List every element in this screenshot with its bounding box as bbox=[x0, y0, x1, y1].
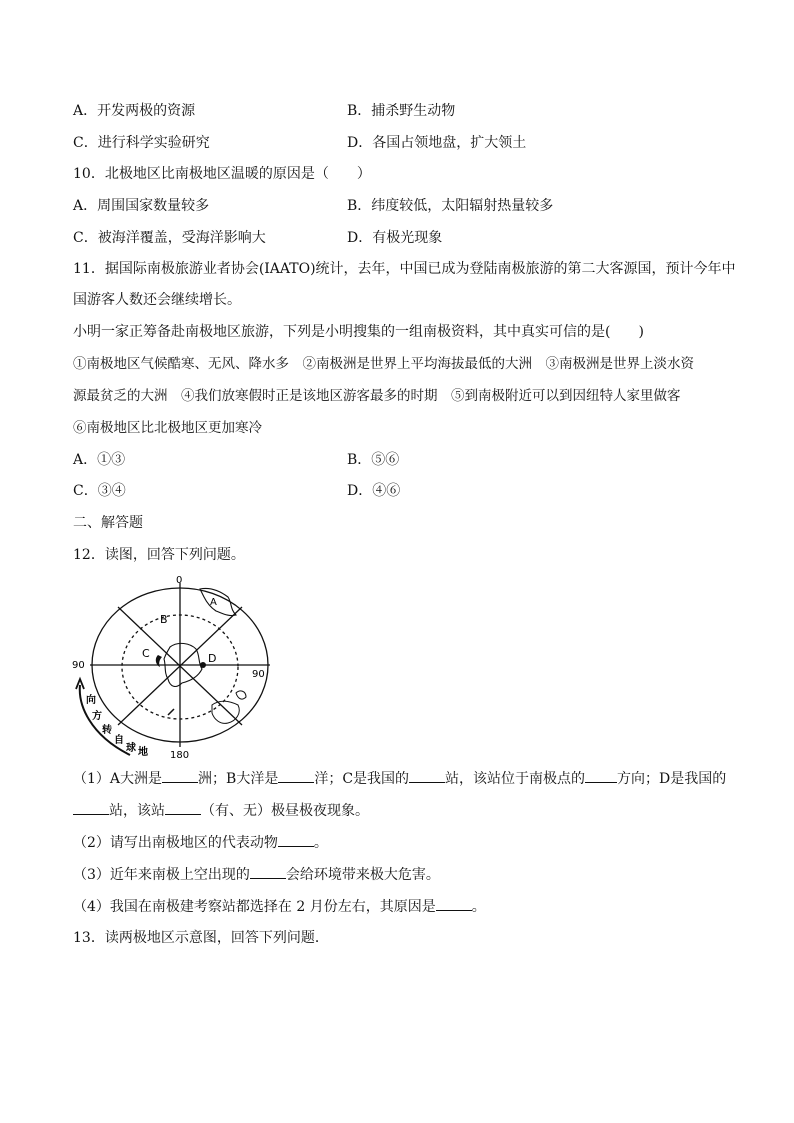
q10-option-a: A．周围国家数量较多 bbox=[73, 198, 210, 214]
q12-sub1-part-5: 方向；D是我国的 bbox=[617, 771, 727, 787]
q11-stem-line3: 小明一家正筹备赴南极地区旅游，下列是小明搜集的一组南极资料，其中真实可信的是( ) bbox=[73, 324, 644, 340]
answer-blank-direction[interactable] bbox=[585, 768, 617, 783]
rotation-char-5: 球 bbox=[126, 743, 136, 754]
answer-blank-continent[interactable] bbox=[162, 768, 198, 783]
q12-sub4 bbox=[73, 896, 486, 917]
q10-stem: 10．北极地区比南极地区温暖的原因是（ ） bbox=[73, 166, 371, 182]
label-b: B bbox=[160, 613, 168, 626]
q12-sub1-line2-part-2: （有、无）极昼极夜现象。 bbox=[201, 803, 369, 819]
label-a: A bbox=[210, 597, 217, 608]
q11-info-line3: ⑥南极地区比北极地区更加寒冷 bbox=[73, 420, 262, 436]
q12-sub2-part-1: （2）请写出南极地区的代表动物 bbox=[73, 835, 278, 851]
answer-blank-station-d[interactable] bbox=[73, 800, 109, 815]
q11-stem-line2: 国游客人数还会继续增长。 bbox=[73, 292, 241, 308]
rotation-char-4: 自 bbox=[114, 735, 124, 746]
q12-sub1-part-4: 站，该站位于南极点的 bbox=[445, 771, 586, 787]
rotation-char-1: 向 bbox=[86, 695, 96, 706]
rotation-char-6: 地 bbox=[138, 747, 148, 758]
south-pole-map-figure bbox=[70, 575, 270, 765]
q12-sub1-part-1: （1）A大洲是 bbox=[73, 771, 163, 787]
q10-option-d: D．有极光现象 bbox=[347, 230, 443, 246]
q12-sub1-part-2: 洲；B大洋是 bbox=[198, 771, 279, 787]
q12-sub1-line2-part-1: 站，该站 bbox=[109, 803, 165, 819]
q11-option-d: D．④⑥ bbox=[347, 483, 401, 499]
q10-option-c: C．被海洋覆盖，受海洋影响大 bbox=[73, 230, 266, 246]
station-d-marker bbox=[200, 662, 206, 668]
q13-stem: 13．读两极地区示意图，回答下列问题． bbox=[73, 930, 329, 946]
island-outline bbox=[236, 691, 246, 699]
small-land-mark bbox=[168, 709, 174, 715]
label-90-left: 90 bbox=[72, 660, 85, 671]
q12-sub3 bbox=[73, 864, 440, 885]
continent-a-outline bbox=[200, 588, 236, 615]
answer-blank-hazard[interactable] bbox=[250, 864, 286, 879]
q12-sub2 bbox=[73, 832, 328, 853]
answer-blank-animal[interactable] bbox=[278, 832, 314, 847]
q11-stem-line1: 11．据国际南极旅游业者协会(IAATO)统计，去年，中国已成为登陆南极旅游的第二大客源国，预计今年中 bbox=[73, 261, 736, 277]
q9-option-c: C．进行科学实验研究 bbox=[73, 135, 210, 151]
q12-sub3-part-2: 会给环境带来极大危害。 bbox=[285, 867, 440, 883]
label-90-right: 90 bbox=[252, 669, 265, 680]
label-c: C bbox=[142, 647, 150, 660]
q12-sub2-part-2: 。 bbox=[313, 835, 328, 851]
q9-option-d: D．各国占领地盘，扩大领土 bbox=[347, 135, 527, 151]
label-0: 0 bbox=[176, 575, 183, 586]
label-d: D bbox=[208, 652, 217, 665]
answer-blank-station-c[interactable] bbox=[409, 768, 445, 783]
label-180: 180 bbox=[170, 750, 190, 761]
q11-info-line2: 源最贫乏的大洲 ④我们放寒假时正是该地区游客最多的时期 ⑤到南极附近可以到因纽特人家里做客 bbox=[73, 388, 681, 404]
answer-blank-polar-day[interactable] bbox=[165, 800, 201, 815]
q12-sub1-part-3: 洋；C是我国的 bbox=[314, 771, 410, 787]
rotation-char-2: 方 bbox=[92, 711, 102, 722]
q12-sub4-part-2: 。 bbox=[471, 899, 486, 915]
answer-blank-ocean[interactable] bbox=[278, 768, 314, 783]
q9-option-b: B．捕杀野生动物 bbox=[347, 103, 456, 119]
q12-stem: 12．读图，回答下列问题。 bbox=[73, 547, 245, 563]
q11-option-a: A．①③ bbox=[73, 452, 126, 468]
section-title: 二、解答题 bbox=[73, 515, 143, 531]
q9-option-a: A．开发两极的资源 bbox=[73, 103, 196, 119]
q11-option-c: C．③④ bbox=[73, 483, 126, 499]
q11-info-line1: ①南极地区气候酷寒、无风、降水多 ②南极洲是世界上平均海拔最低的大洲 ③南极洲是世界上淡水资 bbox=[73, 356, 694, 372]
q11-option-b: B．⑤⑥ bbox=[347, 452, 400, 468]
q12-sub3-part-1: （3）近年来南极上空出现的 bbox=[73, 867, 250, 883]
continent-lower-right-outline bbox=[212, 701, 239, 723]
q10-option-b: B．纬度较低，太阳辐射热量较多 bbox=[347, 198, 554, 214]
rotation-char-3: 转 bbox=[102, 725, 112, 736]
answer-blank-reason[interactable] bbox=[436, 896, 472, 911]
q12-sub1-line1 bbox=[73, 768, 726, 789]
q12-sub4-part-1: （4）我国在南极建考察站都选择在 2 月份左右，其原因是 bbox=[73, 899, 436, 915]
q12-sub1-line2 bbox=[73, 800, 369, 821]
